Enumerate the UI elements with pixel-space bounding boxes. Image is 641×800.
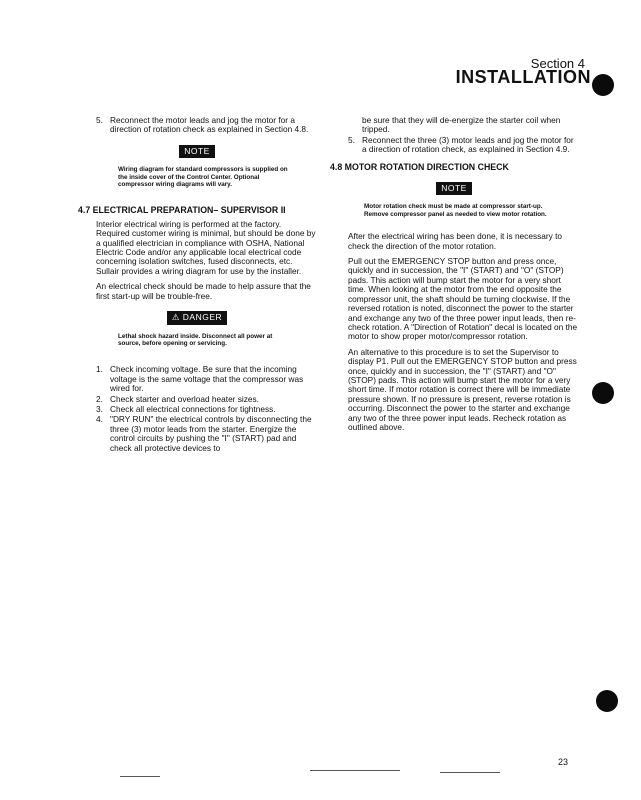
scan-speck xyxy=(120,776,160,777)
note-badge: NOTE xyxy=(436,182,472,195)
step-list-continued xyxy=(78,116,316,135)
paragraph: An electrical check should be made to help assure that the first start-up will be trouble-free. xyxy=(96,281,311,301)
binder-hole-bottom xyxy=(596,690,618,712)
list-item: 1. Check incoming voltage. Be sure that the incoming voltage is the same voltage that the compressor was wired for. xyxy=(96,364,304,394)
paragraph: After the electrical wiring has been done, it is necessary to check the direction of the motor rotation. xyxy=(348,231,562,251)
paragraph: Interior electrical wiring is performed at the factory. Required customer wiring is minimal, but should be done by a qualified electrician in compliance with OSHA, National Electric Code and/or any applicable local electrical code concerning isolation switches, fused disconnects, etc. Sullair provides a wiring diagram for use by the installer. xyxy=(96,218,316,276)
note-callout xyxy=(330,182,578,195)
binder-hole-top xyxy=(592,74,614,96)
left-column xyxy=(78,116,316,454)
section-label: Section 4 xyxy=(530,56,585,71)
list-item: 5. Reconnect the motor leads and jog the motor for a direction of rotation check as explained in Section 4.8. xyxy=(96,115,309,135)
paragraph: Pull out the EMERGENCY STOP button and press once, quickly and in succession, the "I" (START) and "O" (STOP) pads. This action will bump start the motor for a very short time. When looking at the motor from the end opposite the compressor unit, the shaft should be turning clockwise. If the reversed rotation is noted, disconnect the power to the starter and exchange any two of the three power input leads, then re-check rotation. A "Direction of Rotation" decal is located on the motor to show proper motor/compressor rotation. xyxy=(348,256,578,342)
note-text: Motor rotation check must be made at compressor start-up. Remove compressor panel as needed to view motor rotation. xyxy=(364,203,547,218)
page-number: 23 xyxy=(558,757,569,767)
step-list-continued xyxy=(330,116,578,155)
list-item: 3. Check all electrical connections for tightness. xyxy=(96,403,276,414)
list-item: 4. "DRY RUN" the electrical controls by disconnecting the three (3) motor leads from the starter. Energize the control circuits by pushing the "I" (START) pad and check all protective devices to xyxy=(96,414,312,453)
section-heading-4-8: 4.8 MOTOR ROTATION DIRECTION CHECK xyxy=(330,161,509,172)
list-item: be sure that they will de-energize the starter coil when tripped. xyxy=(362,115,561,135)
paragraph: An alternative to this procedure is to set the Supervisor to display P1. Pull out the EMERGENCY STOP button and press once, quickly and in succession, the "I" (START) and "O" (STOP) pads. This action will bump start the motor for a very short time. If motor rotation is correct there will be immediate pressure shown. If no pressure is present, reverse rotation is occurring. Disconnect the power to the starter and exchange any two of the three power input leads. Recheck rotation as outlined above. xyxy=(348,346,577,432)
step-list xyxy=(78,365,316,453)
note-text: Wiring diagram for standard compressors is supplied on the inside cover of the Control Center. Optional compressor wiring diagrams will vary. xyxy=(118,166,288,189)
note-callout xyxy=(78,145,316,158)
page-title: INSTALLATION xyxy=(455,67,591,87)
danger-text: Lethal shock hazard inside. Disconnect all power at source, before opening or servicing. xyxy=(118,332,273,347)
scan-speck xyxy=(310,770,400,771)
section-heading-4-7: 4.7 ELECTRICAL PREPARATION– SUPERVISOR II xyxy=(78,205,286,216)
note-badge: NOTE xyxy=(179,145,215,158)
danger-badge: ⚠ DANGER xyxy=(167,311,227,324)
danger-callout xyxy=(78,311,316,324)
list-item: 5. Reconnect the three (3) motor leads and jog the motor for a direction of rotation check, as explained in Section 4.9. xyxy=(348,134,574,155)
scan-speck xyxy=(440,772,500,773)
list-item: 2. Check starter and overload heater sizes. xyxy=(96,393,259,404)
binder-hole-middle xyxy=(592,382,614,404)
right-column xyxy=(330,116,578,438)
